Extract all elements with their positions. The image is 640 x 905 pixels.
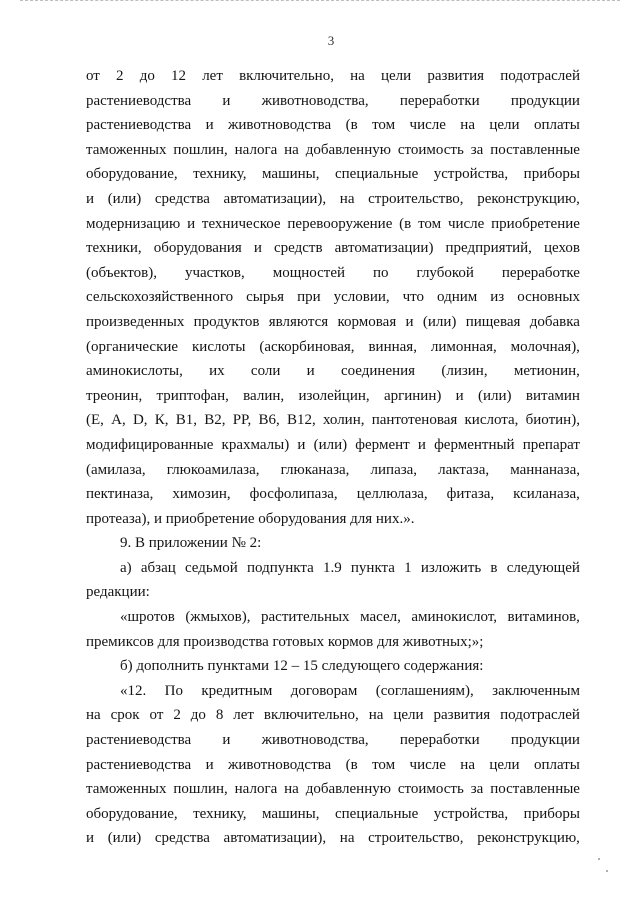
text-line: «12. По кредитным договорам (соглашениям), заключенным xyxy=(120,682,580,699)
text-line: (объектов), участков, мощностей по глубокой переработке xyxy=(86,264,580,281)
text-line: растениеводства и животноводства (в том числе на цели оплаты xyxy=(86,117,580,134)
text-line: таможенных пошлин, налога на добавленную стоимость за поставленные xyxy=(86,781,580,798)
text-line: редакции: xyxy=(86,584,150,601)
text-line: треонин, триптофан, валин, изолейцин, аргинин) и (или) витамин xyxy=(86,387,580,404)
text-line: и (или) средства автоматизации), на строительство, реконструкцию, xyxy=(86,830,580,847)
text-line: 9. В приложении № 2: xyxy=(120,535,262,552)
page-number: 3 xyxy=(327,33,335,48)
text-line: (органические кислоты (аскорбиновая, винная, лимонная, молочная), xyxy=(86,338,580,355)
scan-edge xyxy=(20,0,620,4)
text-line: «шротов (жмыхов), растительных масел, аминокислот, витаминов, xyxy=(120,609,580,626)
text-line: (Е, А, D, К, В1, В2, РР, В6, В12, холин, пантотеновая кислота, биотин), xyxy=(86,412,580,429)
text-line: растениеводства и животноводства (в том числе на цели оплаты xyxy=(86,756,580,773)
text-line: премиксов для производства готовых кормов для животных;»; xyxy=(86,633,484,650)
text-line: модифицированные крахмалы) и (или) фермент и ферментный препарат xyxy=(86,436,580,453)
text-line: (амилаза, глюкоамилаза, глюканаза, липаза, лактаза, маннаназа, xyxy=(86,461,580,478)
scan-speck xyxy=(598,858,600,860)
text-line: от 2 до 12 лет включительно, на цели развития подотраслей xyxy=(86,68,580,84)
text-line: оборудование, технику, машины, специальные устройства, приборы xyxy=(86,805,580,822)
scan-speck xyxy=(606,870,608,872)
document-body xyxy=(86,64,580,851)
text-line: техники, оборудования и средств автоматизации) предприятий, цехов xyxy=(86,240,580,257)
text-line: растениеводства и животноводства, переработки продукции xyxy=(86,732,580,749)
text-line: оборудование, технику, машины, специальные устройства, приборы xyxy=(86,166,580,183)
text-line: растениеводства и животноводства, переработки продукции xyxy=(86,92,580,109)
text-line: аминокислоты, их соли и соединения (лизин, метионин, xyxy=(86,363,580,380)
text-line: пектиназа, химозин, фосфолипаза, целлюлаза, фитаза, ксиланаза, xyxy=(86,486,580,503)
text-line: протеаза), и приобретение оборудования для них.». xyxy=(86,510,415,527)
text-line: и (или) средства автоматизации), на строительство, реконструкцию, xyxy=(86,190,580,207)
text-line: б) дополнить пунктами 12 – 15 следующего содержания: xyxy=(120,658,484,675)
text-line: таможенных пошлин, налога на добавленную стоимость за поставленные xyxy=(86,141,580,158)
text-line: на срок от 2 до 8 лет включительно, на цели развития подотраслей xyxy=(86,707,580,724)
text-line: модернизацию и техническое перевооружение (в том числе приобретение xyxy=(86,215,580,232)
text-line: произведенных продуктов являются кормовая и (или) пищевая добавка xyxy=(86,313,580,330)
text-line: сельскохозяйственного сырья при условии, что одним из основных xyxy=(86,289,580,306)
text-line: а) абзац седьмой подпункта 1.9 пункта 1 изложить в следующей xyxy=(120,559,580,576)
